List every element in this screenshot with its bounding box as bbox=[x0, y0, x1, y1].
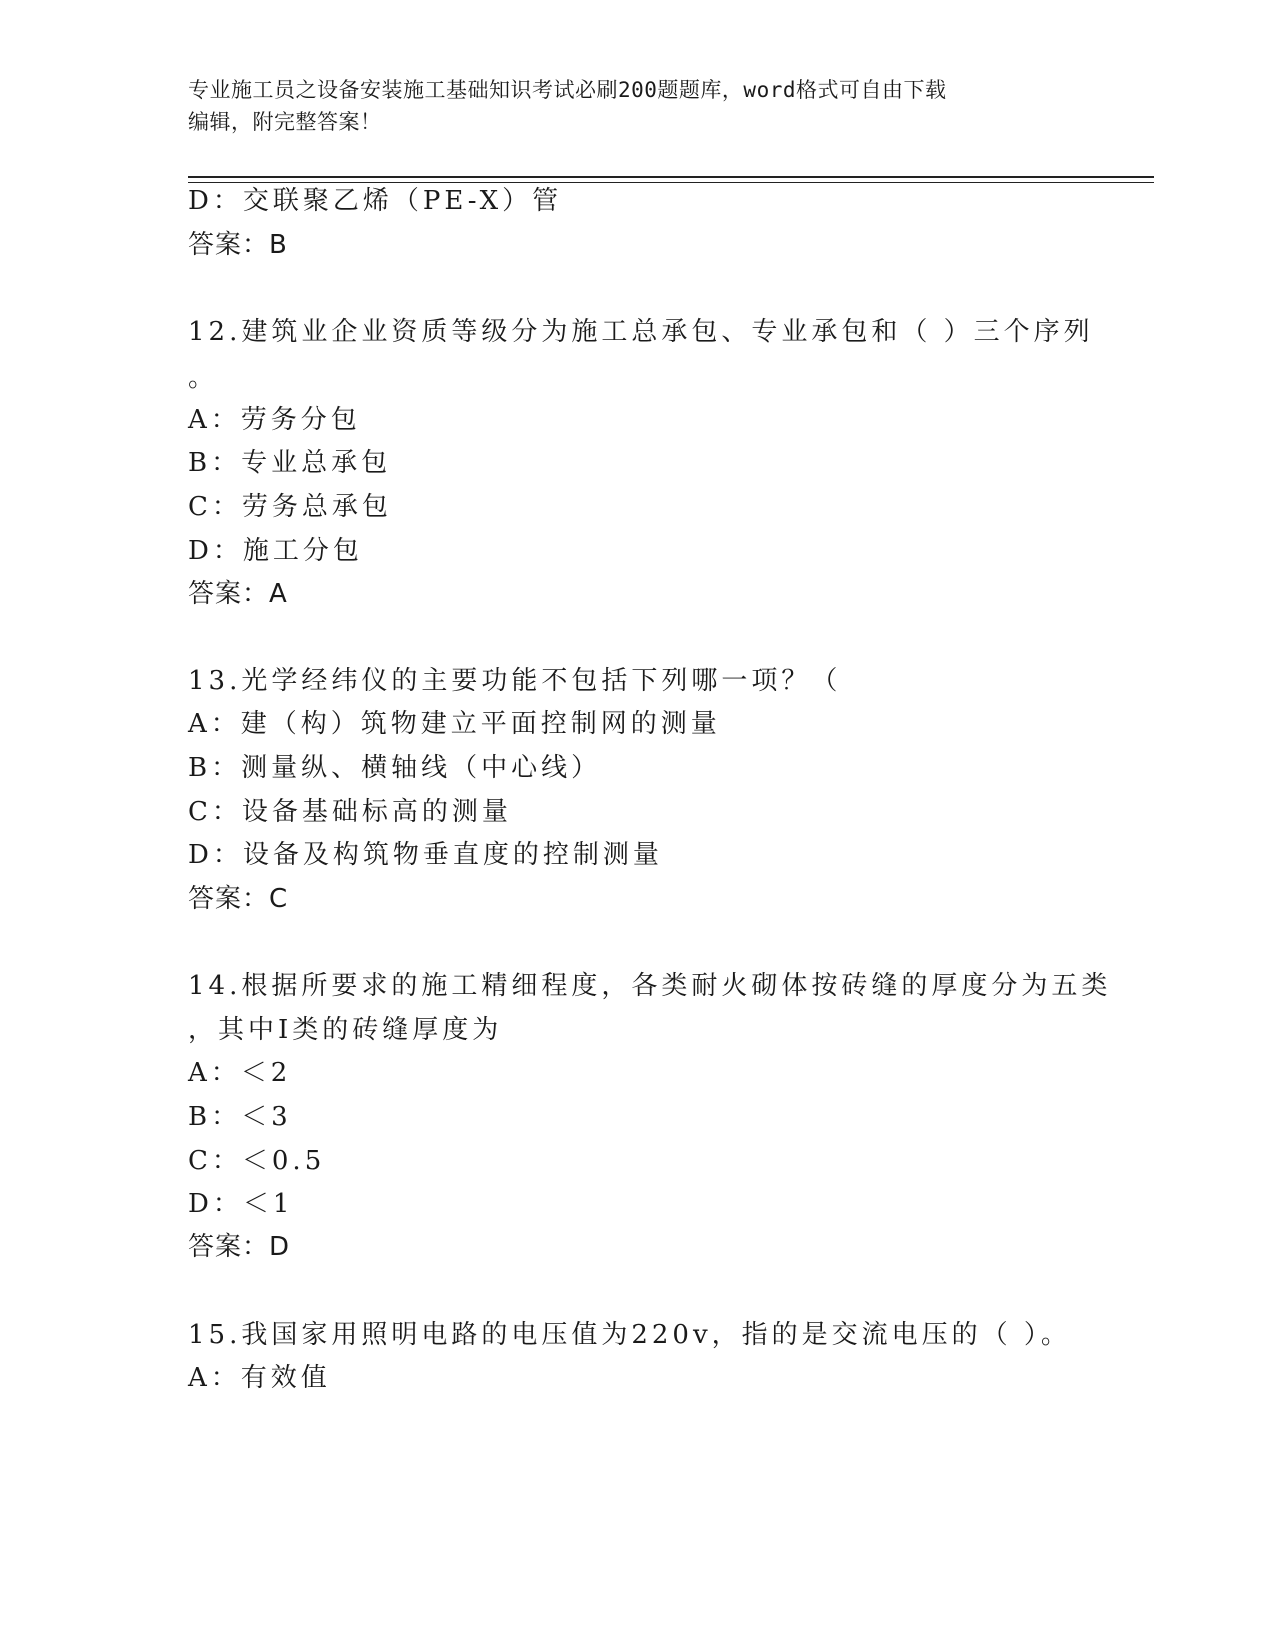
q14-option-d: D：＜1 bbox=[188, 1189, 294, 1219]
q13-answer: 答案：C bbox=[188, 884, 289, 914]
q12-stem-line-2: 。 bbox=[188, 363, 219, 393]
header-title-line-1: 专业施工员之设备安装施工基础知识考试必刷200题题库，word格式可自由下载 bbox=[188, 78, 947, 102]
q14-stem-line-2: ，其中Ⅰ类的砖缝厚度为 bbox=[188, 1015, 503, 1045]
header-title-line-2: 编辑，附完整答案！ bbox=[188, 110, 382, 134]
q14-stem-line-1: 14.根据所要求的施工精细程度，各类耐火砌体按砖缝的厚度分为五类 bbox=[188, 971, 1112, 1001]
q14-answer: 答案：D bbox=[188, 1232, 291, 1262]
q13-option-a: A：建（构）筑物建立平面控制网的测量 bbox=[188, 709, 721, 739]
q12-stem-line-1: 12.建筑业企业资质等级分为施工总承包、专业承包和（ ）三个序列 bbox=[188, 317, 1094, 347]
q12-option-a: A：劳务分包 bbox=[188, 405, 361, 435]
q14-option-b: B：＜3 bbox=[188, 1102, 292, 1132]
q14-option-a: A：＜2 bbox=[188, 1058, 292, 1088]
q13-option-c: C：设备基础标高的测量 bbox=[188, 797, 512, 827]
header-divider-thick bbox=[188, 176, 1154, 178]
q15-option-a: A：有效值 bbox=[188, 1363, 331, 1393]
q12-option-d: D：施工分包 bbox=[188, 536, 363, 566]
q13-stem: 13.光学经纬仪的主要功能不包括下列哪一项？（ bbox=[188, 666, 842, 696]
q11-answer: 答案：B bbox=[188, 230, 288, 260]
q13-option-b: B：测量纵、横轴线（中心线） bbox=[188, 753, 602, 783]
document-header bbox=[188, 74, 1088, 138]
q13-option-d: D：设备及构筑物垂直度的控制测量 bbox=[188, 840, 663, 870]
q12-option-c: C：劳务总承包 bbox=[188, 492, 392, 522]
header-divider-thin bbox=[188, 182, 1154, 183]
q11-option-d: D：交联聚乙烯（PE-X）管 bbox=[188, 186, 563, 216]
q12-answer: 答案：A bbox=[188, 579, 288, 609]
q14-option-c: C：＜0.5 bbox=[188, 1146, 326, 1176]
q15-stem: 15.我国家用照明电路的电压值为220v，指的是交流电压的（ ）。 bbox=[188, 1320, 1071, 1350]
q12-option-b: B：专业总承包 bbox=[188, 448, 392, 478]
